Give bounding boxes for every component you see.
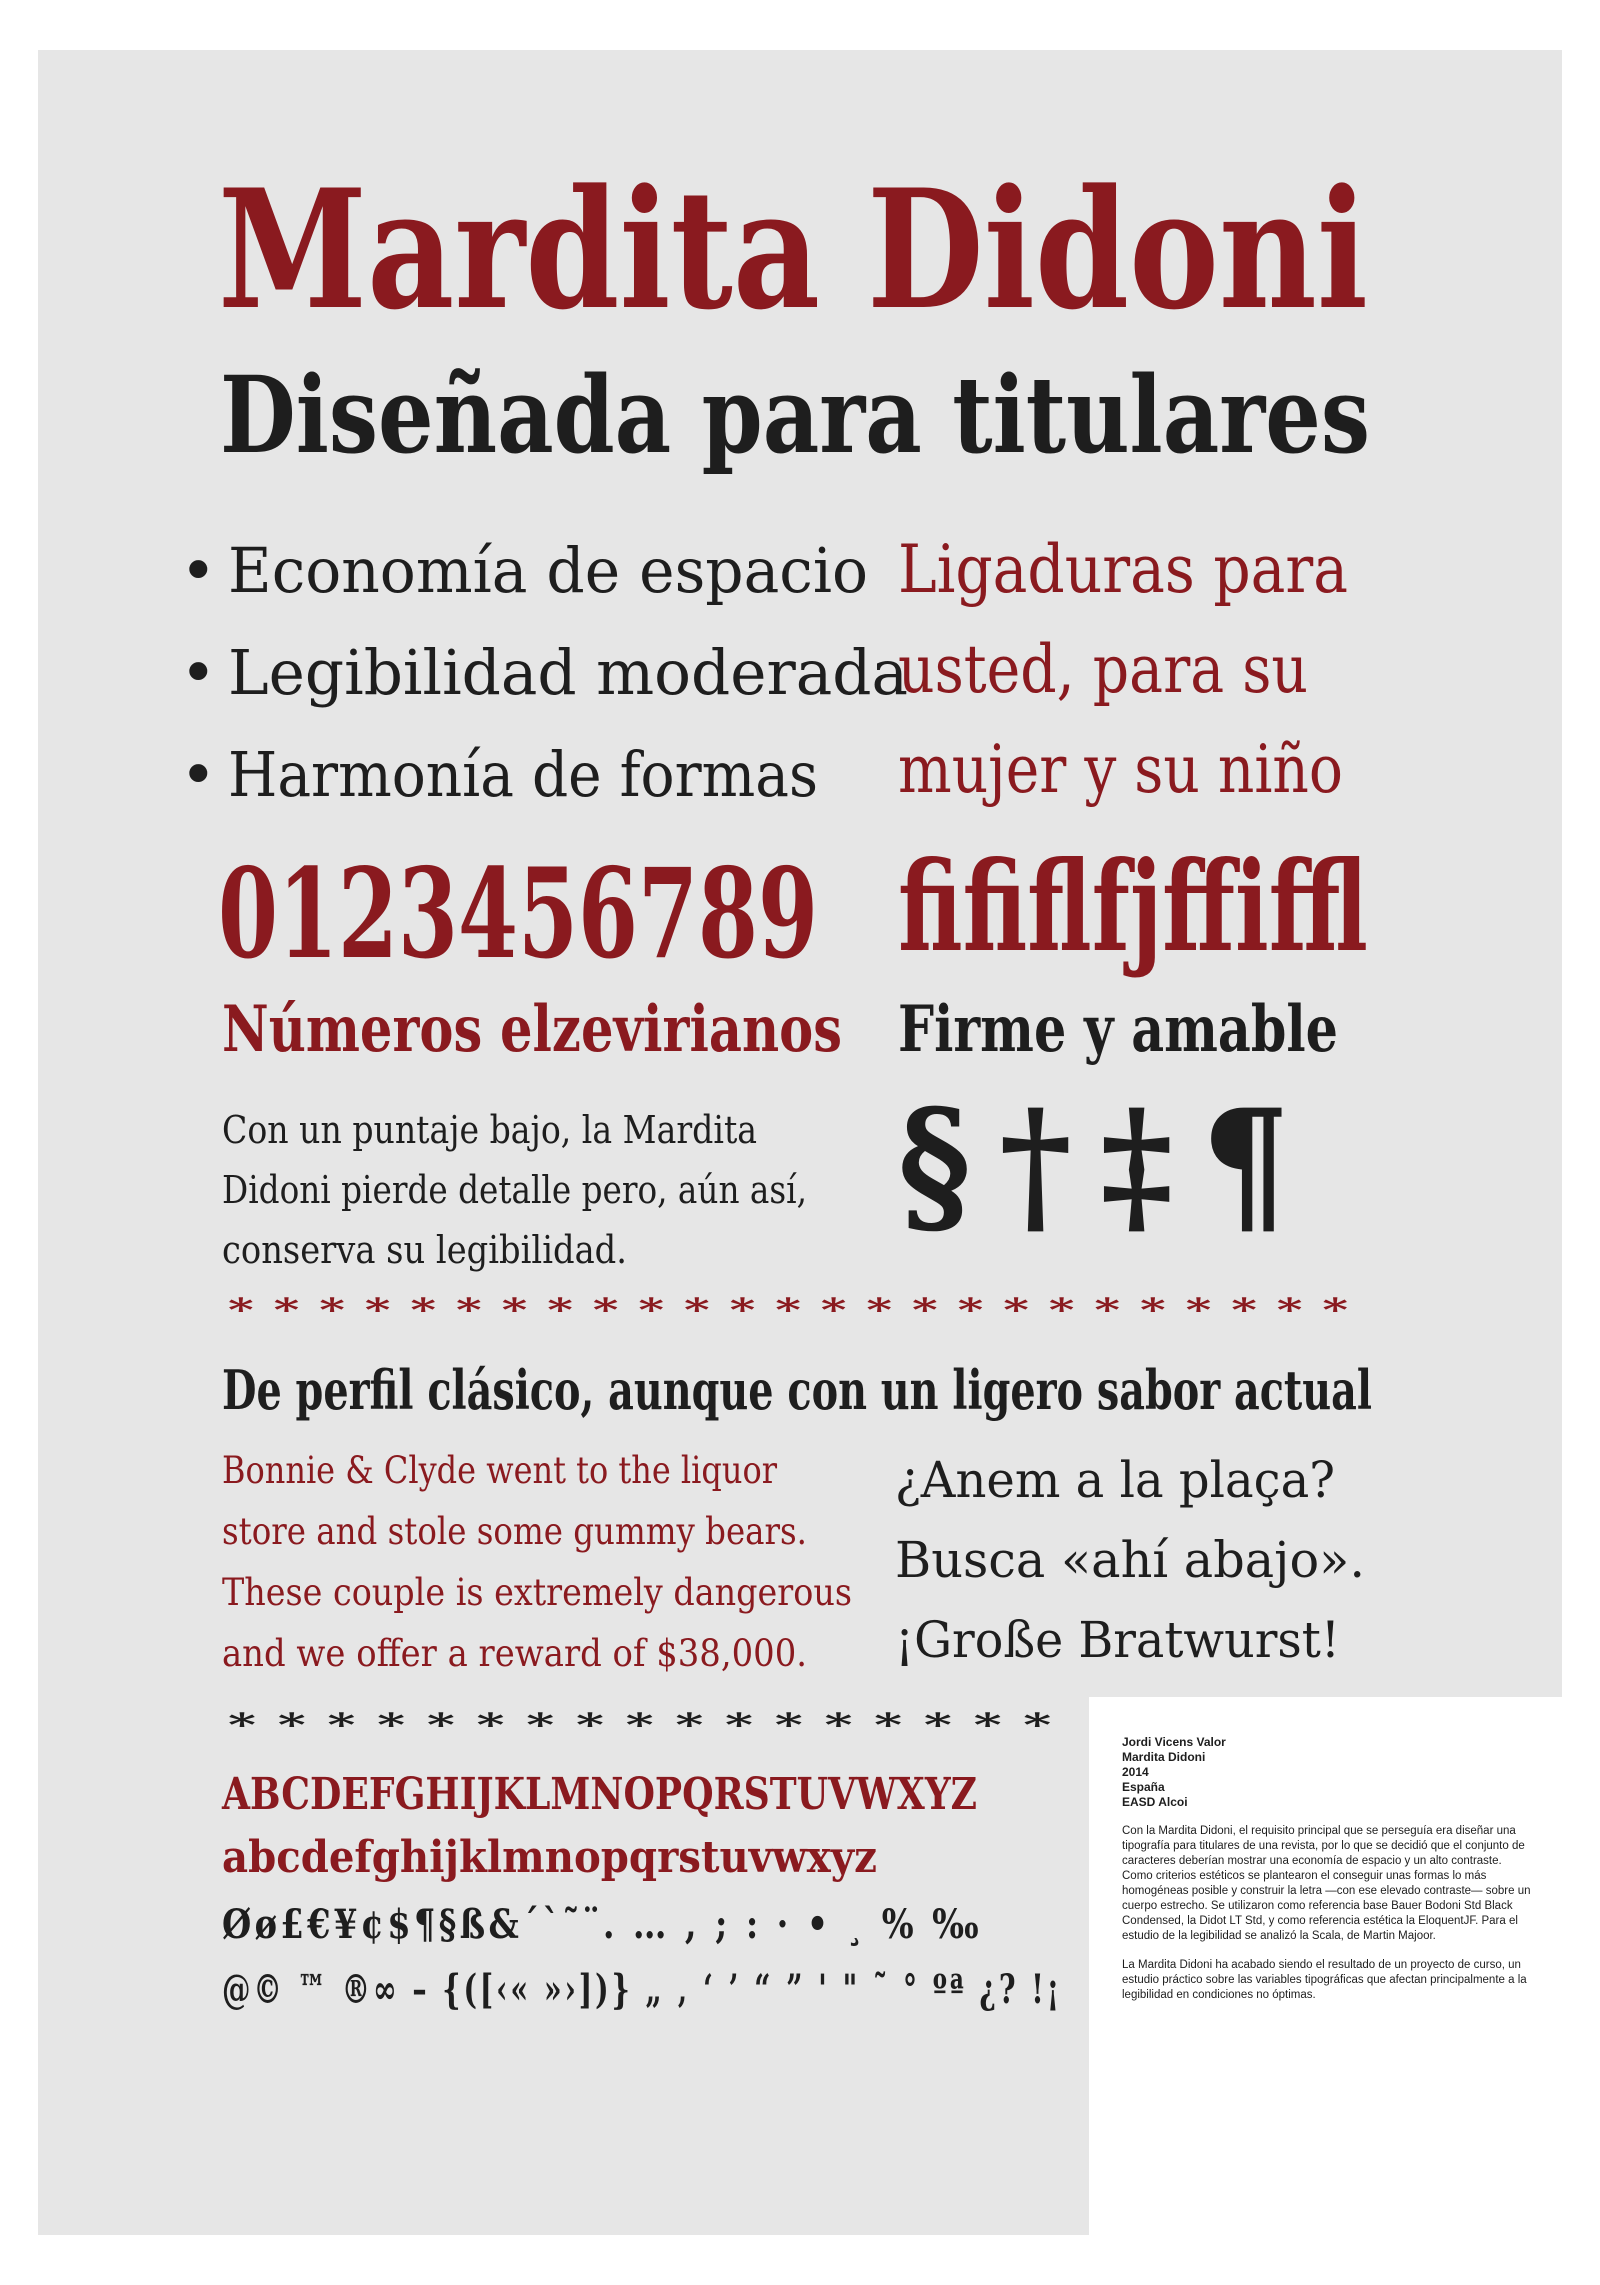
note-line: conserva su legibilidad.: [222, 1228, 627, 1272]
credit-font: Mardita Didoni: [1122, 1750, 1206, 1764]
star-divider-red: *************************: [228, 1291, 1368, 1329]
pangram-red: [222, 1440, 920, 1684]
ligature-glyphs: fififlfjffiffl: [898, 835, 1368, 980]
numbers-label: Números elzevirianos: [222, 992, 842, 1067]
note-line: Didoni pierde detalle pero, aún así,: [222, 1168, 807, 1212]
special-characters-2: @© ™ ®∞ – {([‹« »›])} „ ‚ ‘ ’ “ ” ' " ˜ ° ºª ¿? !¡: [222, 1966, 1062, 2013]
pangram-line: store and stole some gummy bears.: [222, 1510, 807, 1553]
bullet-icon: •: [180, 636, 217, 709]
bullet-icon: •: [180, 534, 217, 607]
ligatures-line: mujer y su niño: [898, 731, 1343, 808]
credit-description: Con la Mardita Didoni, el requisito principal que se perseguía era diseñar una tipografía para titulares de una revista, por lo que se decidió que el conjunto de caracteres deberían mostrar una economía de espacio y un alto contraste. Como criterios estéticos se plantearon el conseguir unas formas lo más homogéneas posible y construir la letra —con ese elevado contraste— sobre un cuerpo estrecho. Se utilizaron como referencia base Bauer Bodoni Std Black Condensed, la Didot LT Std, y como referencia estética la EloquentJF. Para el estudio de la legibilidad se analizó la Scala, de Martin Majoor.: [1122, 1825, 1531, 1942]
firme-label: Firme y amable: [898, 992, 1338, 1067]
poster-title: Mardita Didoni: [218, 153, 1368, 346]
credit-conclusion: La Mardita Didoni ha acabado siendo el resultado de un proyecto de curso, un estudio práctico sobre las variables tipográficas que afectan principalmente a la legibilidad en condiciones no óptimas.: [1122, 1959, 1527, 2001]
pangram-line: and we offer a reward of $38,000.: [222, 1632, 807, 1675]
bullet-icon: •: [180, 738, 217, 811]
pangram-line: ¡Große Bratwurst!: [895, 1611, 1340, 1669]
pangram-line: Busca «ahí abajo».: [895, 1531, 1365, 1589]
credit-country: España: [1122, 1780, 1165, 1794]
credit-school: EASD Alcoi: [1122, 1795, 1188, 1809]
section-dagger-symbols: §†‡¶: [898, 1077, 1318, 1253]
special-characters-1: Øø£€¥¢$¶§ß&´`˜¨. … , ; : · • ¸ % ‰: [222, 1901, 982, 1948]
pangram-line: ¿Anem a la plaça?: [895, 1451, 1335, 1509]
secondary-headline: De perfil clásico, aunque con un ligero sabor actual: [222, 1358, 1372, 1422]
pangram-line: These couple is extremely dangerous: [222, 1571, 852, 1614]
poster-subtitle: Diseñada para titulares: [220, 352, 1370, 477]
oldstyle-digits: 0123456789: [218, 842, 818, 987]
lowercase-alphabet: abcdefghijklmnopqrstuvwxyz: [222, 1832, 877, 1883]
feature-item: • Economía de espacio: [180, 520, 916, 622]
star-divider-dark: *****************: [228, 1706, 1073, 1744]
note-line: Con un puntaje bajo, la Mardita: [222, 1108, 757, 1152]
small-size-note: [222, 1100, 902, 1280]
ligatures-copy: [898, 520, 1417, 820]
uppercase-alphabet: ABCDEFGHIJKLMNOPQRSTUVWXYZ: [222, 1769, 977, 1820]
pangram-dark: [895, 1440, 1372, 1680]
feature-list: [180, 520, 916, 826]
ligatures-line: usted, para su: [898, 631, 1308, 708]
pangram-line: Bonnie & Clyde went to the liquor: [222, 1449, 777, 1492]
feature-item: • Harmonía de formas: [180, 724, 916, 826]
credits-block: [1122, 1735, 1532, 2003]
credit-year: 2014: [1122, 1765, 1149, 1779]
ligatures-line: Ligaduras para: [898, 531, 1348, 608]
credit-author: Jordi Vicens Valor: [1122, 1735, 1226, 1749]
feature-item: • Legibilidad moderada: [180, 622, 916, 724]
